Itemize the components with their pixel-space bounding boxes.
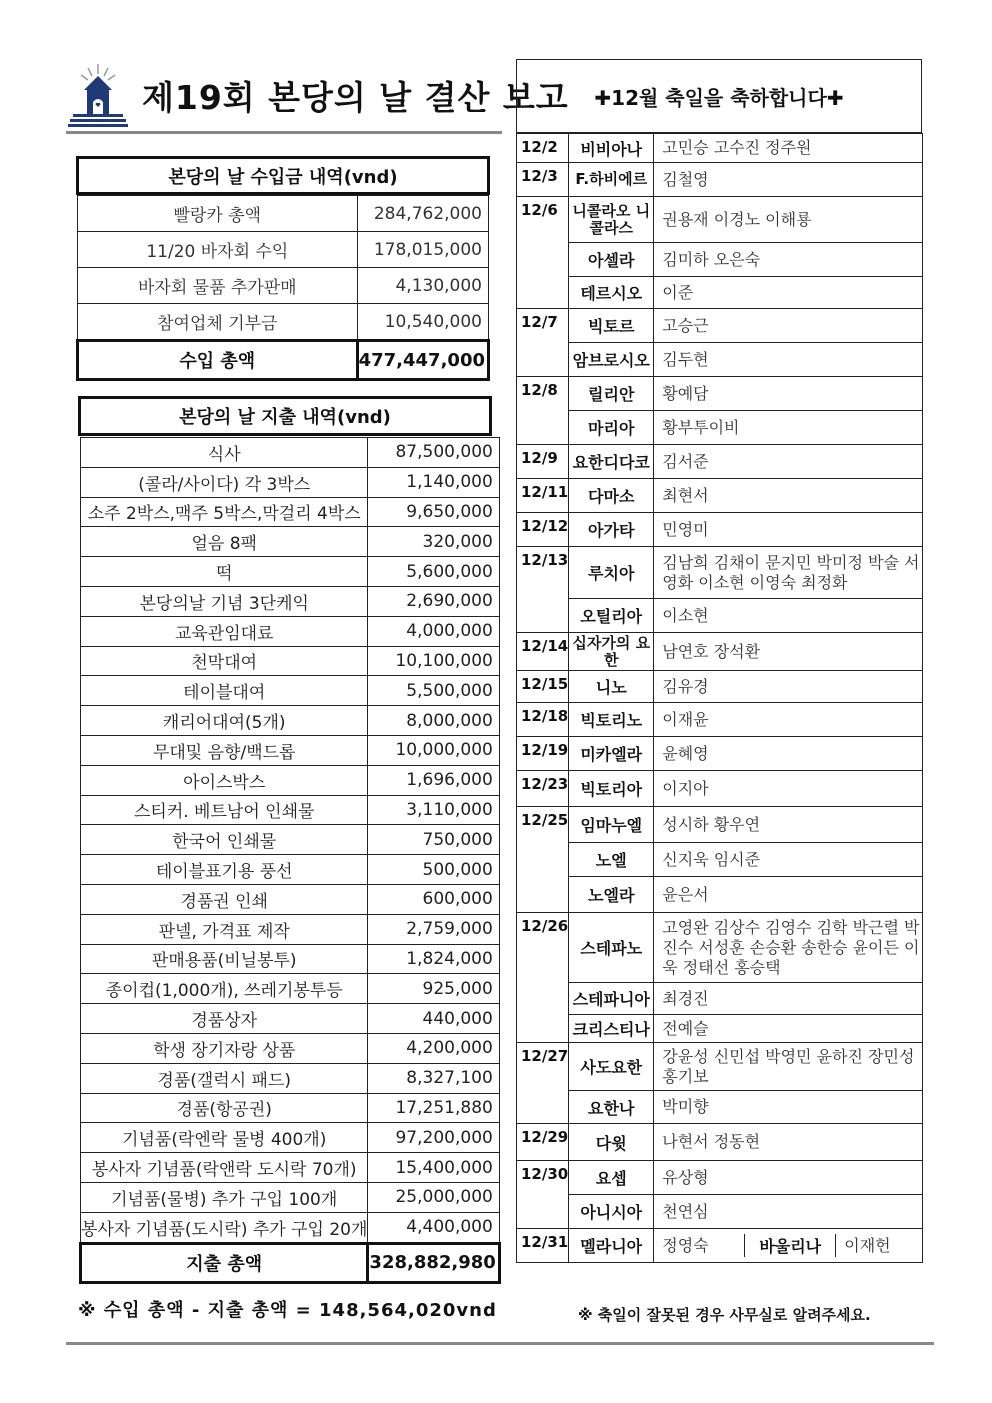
feast-names: 남연호 장석환 — [654, 633, 923, 671]
expense-row — [81, 616, 500, 646]
feast-row — [517, 1043, 923, 1091]
feast-saint: 아니시아 — [569, 1195, 654, 1229]
feast-date: 12/23 — [517, 771, 569, 807]
feast-names: 유상형 — [654, 1161, 923, 1195]
expense-row — [81, 944, 500, 974]
expense-item-label: 경품상자 — [81, 1004, 368, 1034]
feast-row — [517, 737, 923, 771]
feast-row — [517, 843, 923, 877]
expense-item-label: 천막대여 — [81, 646, 368, 676]
feast-saint: 빅토리아 — [569, 771, 654, 807]
page-title: 제19회 본당의 날 결산 보고 — [142, 78, 569, 117]
feast-date: 12/6 — [517, 197, 569, 309]
expense-item-label: 소주 2박스,맥주 5박스,막걸리 4박스 — [81, 497, 368, 527]
expense-row — [81, 646, 500, 676]
income-heading: 본당의 날 수입금 내역(vnd) — [168, 166, 398, 188]
expense-item-amount: 8,000,000 — [368, 706, 499, 736]
income-item-label: 바자회 물품 추가판매 — [78, 268, 358, 304]
expense-heading: 본당의 날 지출 내역(vnd) — [179, 407, 391, 428]
feast-date: 12/29 — [517, 1124, 569, 1161]
income-row — [78, 232, 489, 268]
feast-date: 12/25 — [517, 807, 569, 913]
expense-item-amount: 4,000,000 — [368, 616, 499, 646]
feast-row — [517, 771, 923, 807]
feast-row — [517, 671, 923, 703]
feast-date: 12/15 — [517, 671, 569, 703]
expense-item-label: 봉사자 기념품(도시락) 추가 구입 20개 — [81, 1212, 368, 1243]
expense-row — [81, 1063, 500, 1093]
feast-row — [517, 134, 923, 163]
expense-row — [81, 467, 500, 497]
feast-row — [517, 513, 923, 547]
feast-names: 이준 — [654, 277, 923, 309]
feast-table — [516, 133, 923, 1263]
expense-item-label: 한국어 인쇄물 — [81, 825, 368, 855]
feast-saint: 니노 — [569, 671, 654, 703]
income-item-amount: 178,015,000 — [357, 232, 488, 268]
expense-item-amount: 750,000 — [368, 825, 499, 855]
income-row — [78, 268, 489, 304]
feast-names: 이소현 — [654, 599, 923, 633]
feast-row — [517, 1091, 923, 1124]
expense-item-label: 스티커. 베트남어 인쇄물 — [81, 795, 368, 825]
expense-item-amount: 5,600,000 — [368, 557, 499, 587]
feast-row — [517, 877, 923, 913]
feast-saint: 멜라니아 — [569, 1229, 654, 1263]
income-row — [78, 304, 489, 341]
feast-saint: 다윗 — [569, 1124, 654, 1161]
feast-heading: ✚12월 축일을 축하합니다✚ — [516, 59, 922, 133]
feast-names: 정영숙 — [654, 1234, 745, 1257]
expense-row — [81, 1093, 500, 1123]
feast-date: 12/14 — [517, 633, 569, 671]
expense-table — [79, 437, 501, 1284]
expense-item-label: 캐리어대여(5개) — [81, 706, 368, 736]
feast-row — [517, 309, 923, 343]
feast-names: 김철영 — [654, 163, 923, 197]
expense-item-label: 떡 — [81, 557, 368, 587]
feast-row — [517, 703, 923, 737]
feast-names: 황부투이비 — [654, 411, 923, 445]
expense-row — [81, 825, 500, 855]
feast-names: 이재윤 — [654, 703, 923, 737]
feast-row — [517, 277, 923, 309]
feast-saint: 스테파니아 — [569, 983, 654, 1015]
feast-saint: 바울리나 — [745, 1234, 836, 1257]
feast-saint: 아셀라 — [569, 243, 654, 277]
expense-item-amount: 2,690,000 — [368, 586, 499, 616]
expense-item-amount: 5,500,000 — [368, 676, 499, 706]
expense-item-label: 학생 장기자랑 상품 — [81, 1033, 368, 1063]
expense-item-label: 테이블표기용 풍선 — [81, 855, 368, 885]
income-total-label: 수입 총액 — [78, 341, 358, 380]
feast-date: 12/31 — [517, 1229, 569, 1263]
income-item-amount: 10,540,000 — [357, 304, 488, 341]
expense-row — [81, 1182, 500, 1212]
expense-row — [81, 914, 500, 944]
expense-row — [81, 586, 500, 616]
feast-date: 12/12 — [517, 513, 569, 547]
feast-date: 12/11 — [517, 479, 569, 513]
feast-date: 12/27 — [517, 1043, 569, 1124]
feast-row — [517, 445, 923, 479]
feast-names: 고승근 — [654, 309, 923, 343]
expense-item-label: 종이컵(1,000개), 쓰레기봉투등 — [81, 974, 368, 1004]
expense-item-amount: 15,400,000 — [368, 1153, 499, 1183]
feast-row — [517, 479, 923, 513]
expense-item-label: 본당의날 기념 3단케익 — [81, 586, 368, 616]
expense-row — [81, 1153, 500, 1183]
feast-names: 이재헌 — [844, 1235, 891, 1255]
expense-item-amount: 440,000 — [368, 1004, 499, 1034]
feast-date: 12/7 — [517, 309, 569, 377]
feast-names: 성시하 황우연 — [654, 807, 923, 843]
feast-names: 최경진 — [654, 983, 923, 1015]
feast-saint: 비비아나 — [569, 134, 654, 163]
expense-item-amount: 1,696,000 — [368, 765, 499, 795]
expense-item-amount: 8,327,100 — [368, 1063, 499, 1093]
bottom-divider — [66, 1342, 934, 1345]
feast-names: 민영미 — [654, 513, 923, 547]
expense-item-amount: 600,000 — [368, 884, 499, 914]
income-row — [78, 196, 489, 232]
expense-item-label: 봉사자 기념품(락앤락 도시락 70개) — [81, 1153, 368, 1183]
feast-saint: 루치아 — [569, 547, 654, 599]
income-heading-box — [76, 156, 490, 195]
expense-total-amount: 328,882,980 — [368, 1243, 499, 1282]
expense-item-label: 교육관임대료 — [81, 616, 368, 646]
expense-item-amount: 87,500,000 — [368, 438, 499, 468]
expense-item-amount: 17,251,880 — [368, 1093, 499, 1123]
feast-saint: 요한디다코 — [569, 445, 654, 479]
feast-names: 나현서 정동현 — [654, 1124, 923, 1161]
balance-summary: ※ 수입 총액 - 지출 총액 = 148,564,020vnd — [78, 1300, 497, 1321]
feast-saint: 빅토리노 — [569, 703, 654, 737]
expense-item-amount: 4,400,000 — [368, 1212, 499, 1243]
expense-total-label: 지출 총액 — [81, 1243, 368, 1282]
feast-saint: 릴리안 — [569, 377, 654, 411]
feast-names: 윤혜영 — [654, 737, 923, 771]
expense-row — [81, 1004, 500, 1034]
feast-row-last — [517, 1229, 923, 1263]
feast-row — [517, 913, 923, 983]
feast-saint: 크리스티나 — [569, 1015, 654, 1043]
expense-item-amount: 97,200,000 — [368, 1123, 499, 1153]
feast-saint: 스테파노 — [569, 913, 654, 983]
feast-saint: 아가타 — [569, 513, 654, 547]
feast-saint: 오틸리아 — [569, 599, 654, 633]
expense-item-label: 경품권 인쇄 — [81, 884, 368, 914]
expense-row — [81, 557, 500, 587]
feast-saint: 사도요한 — [569, 1043, 654, 1091]
feast-row — [517, 1195, 923, 1229]
expense-row — [81, 884, 500, 914]
title-divider — [66, 131, 502, 134]
expense-row — [81, 795, 500, 825]
feast-split-cell — [654, 1229, 923, 1263]
feast-saint: 임마누엘 — [569, 807, 654, 843]
expense-total-row — [81, 1243, 500, 1282]
expense-item-label: 테이블대여 — [81, 676, 368, 706]
expense-heading-box — [78, 396, 492, 436]
income-item-amount: 284,762,000 — [357, 196, 488, 232]
feast-saint: 테르시오 — [569, 277, 654, 309]
feast-names: 권용재 이경노 이해룡 — [654, 197, 923, 243]
feast-names: 이지아 — [654, 771, 923, 807]
expense-row — [81, 438, 500, 468]
feast-saint: 빅토르 — [569, 309, 654, 343]
feast-saint: F.하비에르 — [569, 163, 654, 197]
expense-item-amount: 10,000,000 — [368, 735, 499, 765]
expense-item-amount: 1,824,000 — [368, 944, 499, 974]
feast-names: 박미향 — [654, 1091, 923, 1124]
expense-row — [81, 974, 500, 1004]
feast-date: 12/2 — [517, 134, 569, 163]
income-item-amount: 4,130,000 — [357, 268, 488, 304]
income-item-label: 참여업체 기부금 — [78, 304, 358, 341]
feast-saint: 십자가의 요한 — [569, 633, 654, 671]
feast-names: 천연심 — [654, 1195, 923, 1229]
expense-item-label: 판넬, 가격표 제작 — [81, 914, 368, 944]
expense-item-amount: 9,650,000 — [368, 497, 499, 527]
income-table — [76, 195, 490, 381]
expense-item-amount: 10,100,000 — [368, 646, 499, 676]
feast-saint: 니콜라오 니콜라스 — [569, 197, 654, 243]
expense-item-amount: 925,000 — [368, 974, 499, 1004]
feast-saint: 다마소 — [569, 479, 654, 513]
expense-item-label: 판매용품(비닐봉투) — [81, 944, 368, 974]
expense-row — [81, 735, 500, 765]
feast-names: 강윤성 신민섭 박영민 윤하진 장민성 홍기보 — [654, 1043, 923, 1091]
feast-row — [517, 1161, 923, 1195]
expense-item-label: (콜라/사이다) 각 3박스 — [81, 467, 368, 497]
feast-names: 전예슬 — [654, 1015, 923, 1043]
expense-item-amount: 4,200,000 — [368, 1033, 499, 1063]
expense-item-label: 경품(항공권) — [81, 1093, 368, 1123]
feast-note: ※ 축일이 잘못된 경우 사무실로 알려주세요. — [578, 1306, 871, 1324]
expense-item-label: 경품(갤럭시 패드) — [81, 1063, 368, 1093]
expense-row — [81, 527, 500, 557]
expense-item-amount: 1,140,000 — [368, 467, 499, 497]
expense-item-label: 무대및 음향/백드롭 — [81, 735, 368, 765]
feast-row — [517, 197, 923, 243]
income-total-amount: 477,447,000 — [357, 341, 488, 380]
feast-names: 김두현 — [654, 343, 923, 377]
expense-row — [81, 855, 500, 885]
feast-row — [517, 983, 923, 1015]
feast-date: 12/8 — [517, 377, 569, 445]
feast-names: 김서준 — [654, 445, 923, 479]
feast-row — [517, 411, 923, 445]
feast-date: 12/19 — [517, 737, 569, 771]
expense-item-label: 아이스박스 — [81, 765, 368, 795]
feast-saint: 요한나 — [569, 1091, 654, 1124]
feast-saint: 노엘라 — [569, 877, 654, 913]
feast-saint: 미카엘라 — [569, 737, 654, 771]
feast-date: 12/18 — [517, 703, 569, 737]
feast-date: 12/3 — [517, 163, 569, 197]
feast-row — [517, 243, 923, 277]
feast-date: 12/26 — [517, 913, 569, 1043]
feast-date: 12/30 — [517, 1161, 569, 1229]
feast-saint: 마리아 — [569, 411, 654, 445]
expense-row — [81, 706, 500, 736]
feast-row — [517, 377, 923, 411]
income-item-label: 빨랑카 총액 — [78, 196, 358, 232]
feast-date: 12/13 — [517, 547, 569, 633]
expense-item-amount: 500,000 — [368, 855, 499, 885]
feast-row — [517, 163, 923, 197]
feast-row — [517, 633, 923, 671]
feast-row — [517, 547, 923, 599]
feast-names: 김미하 오은숙 — [654, 243, 923, 277]
church-icon — [68, 62, 128, 128]
expense-row — [81, 1123, 500, 1153]
feast-row — [517, 599, 923, 633]
income-total-row — [78, 341, 489, 380]
feast-names: 윤은서 — [654, 877, 923, 913]
expense-item-amount: 320,000 — [368, 527, 499, 557]
expense-item-label: 기념품(물병) 추가 구입 100개 — [81, 1182, 368, 1212]
feast-row — [517, 807, 923, 843]
feast-names: 김유경 — [654, 671, 923, 703]
expense-item-amount: 25,000,000 — [368, 1182, 499, 1212]
feast-names: 김남희 김채이 문지민 박미정 박술 서영화 이소현 이영숙 최정화 — [654, 547, 923, 599]
feast-names: 고영완 김상수 김영수 김학 박근렬 박진수 서성훈 손승환 송한승 윤이든 이욱 정태선 홍승택 — [654, 913, 923, 983]
expense-item-label: 식사 — [81, 438, 368, 468]
feast-row — [517, 1124, 923, 1161]
expense-row — [81, 676, 500, 706]
expense-row — [81, 1033, 500, 1063]
expense-row — [81, 765, 500, 795]
expense-item-label: 기념품(락엔락 물병 400개) — [81, 1123, 368, 1153]
expense-item-amount: 2,759,000 — [368, 914, 499, 944]
feast-date: 12/9 — [517, 445, 569, 479]
feast-saint: 요셉 — [569, 1161, 654, 1195]
expense-item-label: 얼음 8팩 — [81, 527, 368, 557]
expense-row — [81, 497, 500, 527]
feast-saint: 암브로시오 — [569, 343, 654, 377]
expense-item-amount: 3,110,000 — [368, 795, 499, 825]
feast-names: 최현서 — [654, 479, 923, 513]
income-item-label: 11/20 바자회 수익 — [78, 232, 358, 268]
feast-names: 고민승 고수진 정주원 — [654, 134, 923, 163]
expense-row — [81, 1212, 500, 1243]
feast-row — [517, 1015, 923, 1043]
feast-saint: 노엘 — [569, 843, 654, 877]
feast-names: 신지욱 임시준 — [654, 843, 923, 877]
feast-names: 황예담 — [654, 377, 923, 411]
feast-row — [517, 343, 923, 377]
